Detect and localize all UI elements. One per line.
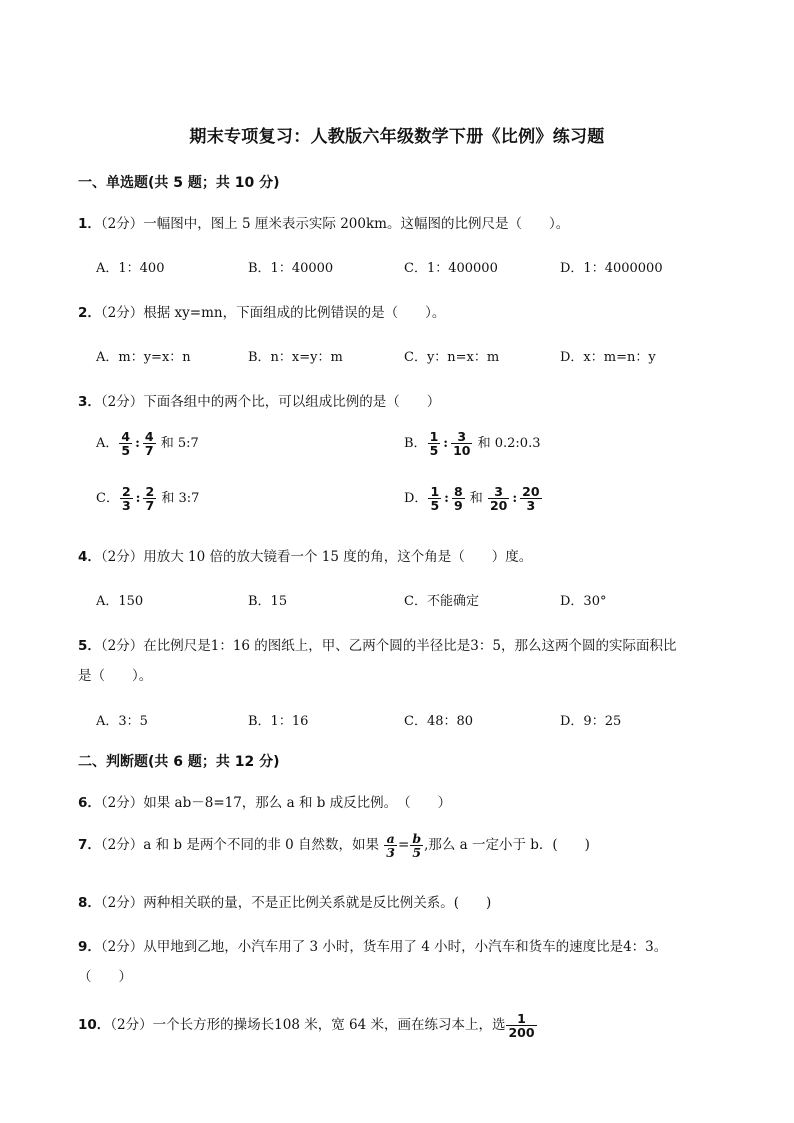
question-1 bbox=[78, 212, 569, 232]
question-score: （2分） bbox=[110, 1017, 153, 1034]
question-number: 10． bbox=[78, 1017, 111, 1034]
q1-option-c: C．1：400000 bbox=[404, 261, 498, 276]
q1-option-b: B．1：40000 bbox=[248, 261, 334, 276]
q5-option-b: B．1：16 bbox=[248, 714, 309, 729]
fraction: $\frac{8}{9}$ bbox=[453, 484, 463, 514]
question-5 bbox=[78, 634, 677, 654]
question-score: （2分） bbox=[100, 795, 144, 811]
section-heading-true-false: 二、判断题(共 6 题；共 12 分) bbox=[78, 754, 280, 770]
question-text: 在比例尺是1：16 的图纸上，甲、乙两个圆的半径比是3：5，那么这两个圆的实际面积比 bbox=[143, 638, 677, 654]
question-score: （2分） bbox=[100, 895, 144, 911]
question-number: 5． bbox=[78, 638, 101, 654]
question-3 bbox=[78, 390, 440, 410]
q3-option-d: D． $\frac{1}{5}$ : $\frac{8}{9}$ 和 $\frac{3}{20}$ : $\frac{20}{3}$ bbox=[404, 484, 540, 514]
question-number: 3． bbox=[78, 394, 101, 410]
question-5-continued: 是（ ）。 bbox=[78, 668, 153, 684]
fraction: $\frac{1}{200}$ bbox=[508, 1011, 535, 1041]
q2-option-a: A．m：y=x：n bbox=[96, 350, 191, 365]
fraction: $\frac{1}{5}$ bbox=[430, 484, 440, 514]
question-text: 如果 ab－8=17，那么 a 和 b 成反比例。 （ ） bbox=[143, 795, 452, 811]
question-number: 9． bbox=[78, 939, 101, 955]
question-text: 从甲地到乙地，小汽车用了 3 小时，货车用了 4 小时，小汽车和货车的速度比是4：3。 bbox=[143, 939, 668, 955]
q4-option-c: C．不能确定 bbox=[404, 594, 479, 609]
q1-option-d: D．1：4000000 bbox=[560, 261, 663, 276]
fraction: $\frac{4}{5}$ bbox=[121, 429, 131, 459]
question-2 bbox=[78, 301, 445, 321]
q2-option-b: B．n：x=y：m bbox=[248, 350, 343, 365]
fraction: $\frac{20}{3}$ bbox=[522, 484, 540, 514]
q3-option-c: C． $\frac{2}{3}$ : $\frac{2}{7}$ 和 3:7 bbox=[96, 484, 200, 514]
q4-option-a: A．150 bbox=[96, 594, 144, 609]
q5-option-a: A．3：5 bbox=[96, 714, 148, 729]
fraction: $\frac{b}{5}$ bbox=[412, 831, 422, 861]
q5-option-d: D．9：25 bbox=[560, 714, 622, 729]
question-text: 根据 xy=mn，下面组成的比例错误的是（ ）。 bbox=[143, 305, 446, 321]
q5-option-c: C．48：80 bbox=[404, 714, 474, 729]
question-score: （2分） bbox=[100, 837, 144, 854]
question-8 bbox=[78, 891, 491, 911]
question-4 bbox=[78, 545, 532, 565]
question-number: 8． bbox=[78, 895, 101, 911]
question-number: 6． bbox=[78, 795, 101, 811]
question-text: 用放大 10 倍的放大镜看一个 15 度的角，这个角是（ ）度。 bbox=[143, 549, 533, 565]
fraction: $\frac{3}{10}$ bbox=[453, 429, 471, 459]
question-score: （2分） bbox=[100, 939, 144, 955]
fraction: $\frac{a}{3}$ bbox=[386, 831, 395, 861]
q4-option-d: D．30° bbox=[560, 594, 607, 609]
question-score: （2分） bbox=[100, 549, 144, 565]
question-9-continued: （ ） bbox=[78, 969, 132, 985]
page-title: 期末专项复习：人教版六年级数学下册《比例》练习题 bbox=[189, 127, 605, 147]
question-text: 一个长方形的操场长108 米，宽 64 米，画在练习本上，选 bbox=[152, 1017, 506, 1034]
question-number: 7． bbox=[78, 837, 101, 854]
question-text: 一幅图中，图上 5 厘米表示实际 200km。这幅图的比例尺是（ ）。 bbox=[143, 216, 570, 232]
question-score: （2分） bbox=[100, 638, 144, 654]
question-score: （2分） bbox=[100, 216, 144, 232]
question-text: 下面各组中的两个比，可以组成比例的是（ ） bbox=[143, 394, 441, 410]
fraction: $\frac{1}{5}$ bbox=[429, 429, 439, 459]
question-number: 2． bbox=[78, 305, 101, 321]
question-number: 1． bbox=[78, 216, 101, 232]
q2-option-c: C．y：n=x：m bbox=[404, 350, 500, 365]
question-6 bbox=[78, 791, 451, 811]
question-score: （2分） bbox=[100, 394, 144, 410]
q2-option-d: D．x：m=n：y bbox=[560, 350, 656, 365]
fraction: $\frac{2}{7}$ bbox=[145, 484, 155, 514]
q4-option-b: B．15 bbox=[248, 594, 288, 609]
question-9 bbox=[78, 935, 667, 955]
question-7: 7．（2分）a 和 b 是两个不同的非 0 自然数，如果 $\frac{a}{3}$ = $\frac{b}{5}$ ,那么 a 一定小于 b．( ) bbox=[78, 831, 590, 861]
question-score: （2分） bbox=[100, 305, 144, 321]
q1-option-a: A．1：400 bbox=[96, 261, 165, 276]
fraction: $\frac{2}{3}$ bbox=[121, 484, 131, 514]
question-10 bbox=[78, 1012, 538, 1039]
section-heading-single-choice: 一、单选题(共 5 题；共 10 分) bbox=[78, 175, 280, 191]
question-number: 4． bbox=[78, 549, 101, 565]
question-text: 两种相关联的量，不是正比例关系就是反比例关系。( ) bbox=[143, 895, 492, 911]
q3-option-b: B． $\frac{1}{5}$ : $\frac{3}{10}$ 和 0.2:0.3 bbox=[404, 429, 541, 459]
question-text: a 和 b 是两个不同的非 0 自然数，如果 bbox=[143, 837, 379, 854]
fraction: $\frac{4}{7}$ bbox=[144, 429, 154, 459]
fraction: $\frac{3}{20}$ bbox=[489, 484, 508, 514]
q3-option-a: A． $\frac{4}{5}$ : $\frac{4}{7}$ 和 5:7 bbox=[96, 429, 199, 459]
